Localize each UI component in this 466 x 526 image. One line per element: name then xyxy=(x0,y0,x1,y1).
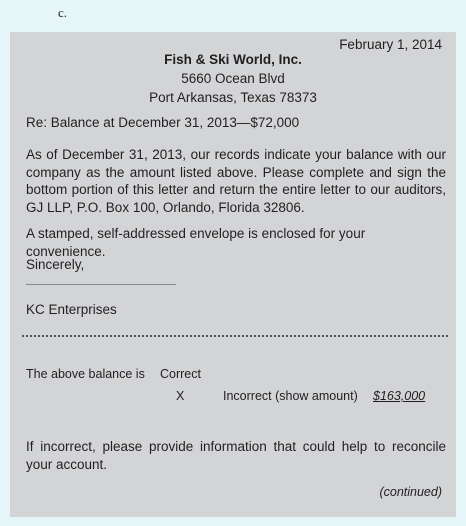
incorrect-option: Incorrect (show amount) xyxy=(223,389,358,403)
confirmation-letter xyxy=(10,32,456,517)
reconcile-instructions: If incorrect, please provide information that could help to reconcile your account. xyxy=(26,439,446,472)
continued-note: (continued) xyxy=(379,485,442,499)
part-label: c. xyxy=(58,5,68,20)
address-line-1: 5660 Ocean Blvd xyxy=(181,71,285,86)
company-address-block xyxy=(10,50,456,107)
body-paragraph: As of December 31, 2013, our records indicate your balance with our company as the amount listed above. Please complete and sign the bottom portion of this letter and return the entire letter to our auditors, GJ LLP, P.O. Box 100, Orlando, Florida 32806. xyxy=(26,147,446,215)
incorrect-amount: $163,000 xyxy=(373,389,426,403)
balance-label: The above balance is xyxy=(26,367,145,381)
letter-date: February 1, 2014 xyxy=(339,37,442,52)
correct-option: Correct xyxy=(160,367,201,381)
x-mark: X xyxy=(176,389,185,403)
company-name: Fish & Ski World, Inc. xyxy=(164,52,302,67)
closing: Sincerely, xyxy=(26,257,85,272)
address-line-2: Port Arkansas, Texas 78373 xyxy=(149,90,317,105)
tear-off-divider xyxy=(22,335,448,337)
re-line: Re: Balance at December 31, 2013—$72,000 xyxy=(26,115,300,130)
signer-name: KC Enterprises xyxy=(26,302,117,317)
signature-line xyxy=(26,284,176,285)
envelope-paragraph: A stamped, self-addressed envelope is enclosed for your convenience. xyxy=(26,226,366,259)
